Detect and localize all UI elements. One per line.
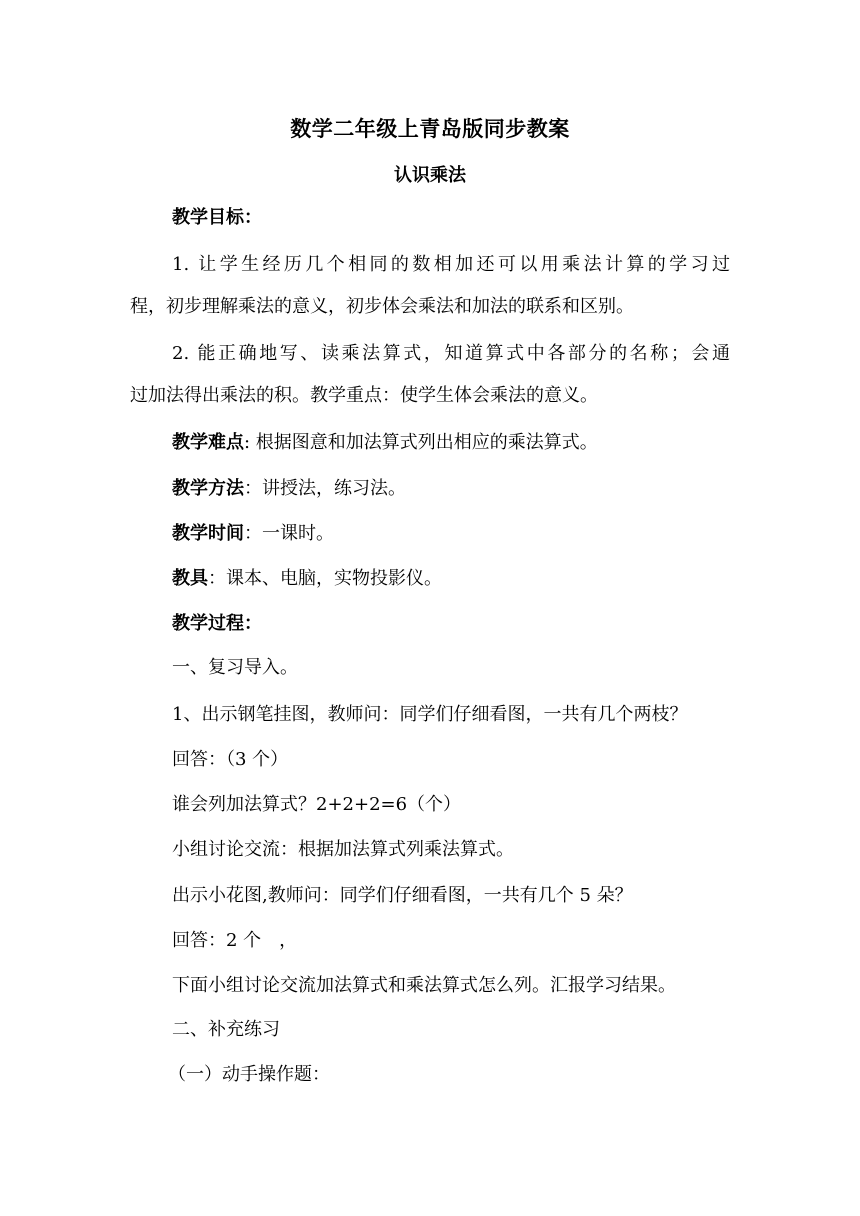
document-subtitle: 认识乘法	[394, 165, 466, 186]
exercise-1-heading: （一）动手操作题：	[168, 1064, 330, 1085]
group-discussion: 小组讨论交流：根据加法算式列乘法算式。	[172, 839, 514, 860]
objectives-heading: 教学目标：	[172, 207, 262, 228]
report-instruction: 下面小组讨论交流加法算式和乘法算式怎么列。汇报学习结果。	[172, 975, 676, 996]
process-heading: 教学过程：	[172, 613, 262, 634]
time-label: 教学时间	[172, 523, 244, 544]
answer-2: 回答：2 个 ，	[172, 930, 298, 951]
answer-1: 回答：（3 个）	[172, 749, 289, 770]
tools-text: ：课本、电脑，实物投影仪。	[208, 568, 442, 589]
difficulty-text: : 根据图意和加法算式列出相应的乘法算式。	[244, 432, 598, 453]
teaching-difficulty	[172, 431, 598, 455]
step-1: 1、出示钢笔挂图，教师问：同学们仔细看图，一共有几个两枝？	[172, 704, 688, 725]
question-2: 谁会列加法算式？2+2+2=6（个）	[172, 794, 462, 815]
method-text: ：讲授法，练习法。	[244, 478, 406, 499]
section-2-heading: 二、补充练习	[172, 1019, 280, 1040]
section-1-heading: 一、复习导入。	[172, 657, 298, 678]
teaching-time	[172, 522, 334, 546]
flower-question: 出示小花图,教师问：同学们仔细看图，一共有几个 5 朵？	[172, 885, 633, 906]
difficulty-label: 教学难点	[172, 432, 244, 453]
objective-1-line-2: 程，初步理解乘法的意义，初步体会乘法和加法的联系和区别。	[130, 296, 634, 317]
teaching-method	[172, 477, 406, 501]
objective-2-line-1: 2. 能正确地写、读乘法算式，知道算式中各部分的名称；会通	[172, 343, 730, 364]
tools-label: 教具	[172, 568, 208, 589]
objective-1-line-1: 1. 让学生经历几个相同的数相加还可以用乘法计算的学习过	[172, 254, 730, 275]
time-text: ：一课时。	[244, 523, 334, 544]
document-title: 数学二年级上青岛版同步教案	[290, 117, 570, 141]
objective-2-line-2: 过加法得出乘法的积。教学重点：使学生体会乘法的意义。	[130, 385, 598, 406]
method-label: 教学方法	[172, 478, 244, 499]
teaching-tools	[172, 567, 442, 591]
